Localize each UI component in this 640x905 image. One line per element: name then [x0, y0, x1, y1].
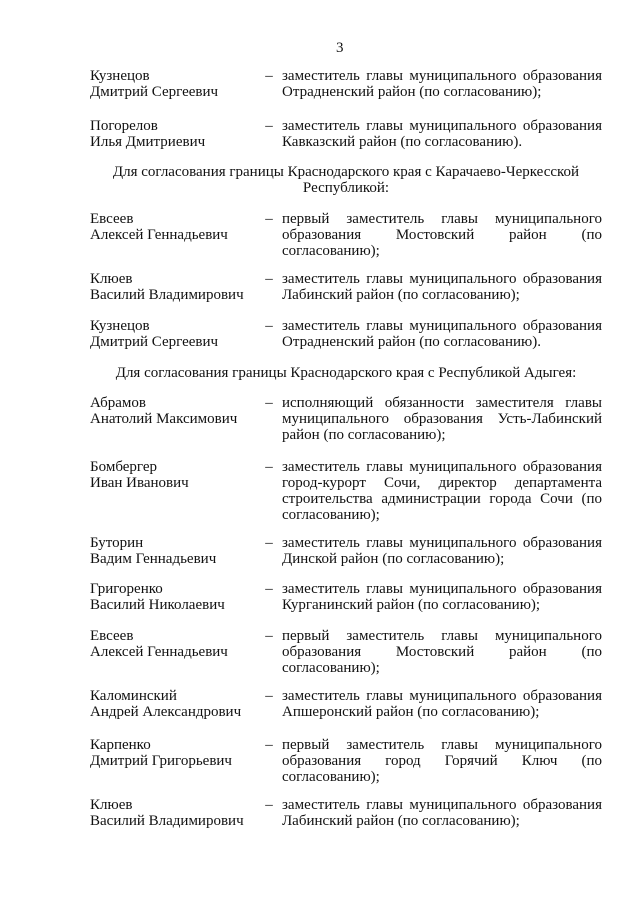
- dash-separator: –: [265, 535, 273, 551]
- member-given-names: Дмитрий Сергеевич: [90, 334, 219, 350]
- member-surname: Клюев: [90, 271, 133, 287]
- member-name: [90, 271, 260, 303]
- member-role: первый заместитель главы муниципального образования город Горячий Ключ (по согласованию);: [282, 737, 602, 785]
- member-name: [90, 535, 260, 567]
- member-surname: Каломинский: [90, 688, 177, 704]
- member-surname: Евсеев: [90, 211, 134, 227]
- member-name: [90, 581, 260, 613]
- dash-separator: –: [265, 737, 273, 753]
- member-name: [90, 395, 260, 427]
- member-given-names: Анатолий Максимович: [90, 411, 238, 427]
- member-surname: Григоренко: [90, 581, 163, 597]
- member-surname: Клюев: [90, 797, 133, 813]
- member-role: заместитель главы муниципального образования Отрадненский район (по согласованию);: [282, 68, 602, 100]
- member-name: [90, 68, 260, 100]
- member-surname: Кузнецов: [90, 318, 150, 334]
- member-surname: Абрамов: [90, 395, 146, 411]
- dash-separator: –: [265, 797, 273, 813]
- page-number: 3: [336, 40, 344, 56]
- member-role: исполняющий обязанности заместителя главы муниципального образования Усть-Лабинский район (по согласованию);: [282, 395, 602, 443]
- member-name: [90, 118, 260, 150]
- member-name: [90, 628, 260, 660]
- member-surname: Погорелов: [90, 118, 158, 134]
- member-given-names: Иван Иванович: [90, 475, 189, 491]
- dash-separator: –: [265, 395, 273, 411]
- member-name: [90, 459, 260, 491]
- member-given-names: Дмитрий Григорьевич: [90, 753, 232, 769]
- dash-separator: –: [265, 628, 273, 644]
- member-given-names: Василий Николаевич: [90, 597, 225, 613]
- member-role: заместитель главы муниципального образования Отрадненский район (по согласованию).: [282, 318, 602, 350]
- member-given-names: Андрей Александрович: [90, 704, 242, 720]
- dash-separator: –: [265, 118, 273, 134]
- member-role: заместитель главы муниципального образования Кавказский район (по согласованию).: [282, 118, 602, 150]
- member-name: [90, 688, 260, 720]
- member-surname: Карпенко: [90, 737, 151, 753]
- member-surname: Буторин: [90, 535, 144, 551]
- member-given-names: Василий Владимирович: [90, 287, 244, 303]
- dash-separator: –: [265, 318, 273, 334]
- member-given-names: Алексей Геннадьевич: [90, 227, 228, 243]
- member-role: заместитель главы муниципального образования Курганинский район (по согласованию);: [282, 581, 602, 613]
- member-surname: Евсеев: [90, 628, 134, 644]
- member-surname: Бомбергер: [90, 459, 158, 475]
- dash-separator: –: [265, 211, 273, 227]
- member-name: [90, 318, 260, 350]
- member-name: [90, 211, 260, 243]
- dash-separator: –: [265, 68, 273, 84]
- member-role: заместитель главы муниципального образования Апшеронский район (по согласованию);: [282, 688, 602, 720]
- member-given-names: Дмитрий Сергеевич: [90, 84, 219, 100]
- member-given-names: Василий Владимирович: [90, 813, 244, 829]
- dash-separator: –: [265, 688, 273, 704]
- member-name: [90, 737, 260, 769]
- section-heading: Для согласования границы Краснодарского края с Карачаево-Черкесской Республикой:: [112, 164, 580, 196]
- dash-separator: –: [265, 459, 273, 475]
- member-role: первый заместитель главы муниципального образования Мостовский район (по согласованию);: [282, 628, 602, 676]
- section-heading: Для согласования границы Краснодарского края с Республикой Адыгея:: [115, 365, 577, 381]
- member-role: первый заместитель главы муниципального образования Мостовский район (по согласованию);: [282, 211, 602, 259]
- member-given-names: Алексей Геннадьевич: [90, 644, 228, 660]
- member-role: заместитель главы муниципального образования Динской район (по согласованию);: [282, 535, 602, 567]
- member-given-names: Илья Дмитриевич: [90, 134, 206, 150]
- member-surname: Кузнецов: [90, 68, 150, 84]
- member-given-names: Вадим Геннадьевич: [90, 551, 217, 567]
- member-role: заместитель главы муниципального образования город-курорт Сочи, директор департамента строительства администрации города Сочи (по согласованию);: [282, 459, 602, 523]
- member-role: заместитель главы муниципального образования Лабинский район (по согласованию);: [282, 797, 602, 829]
- member-role: заместитель главы муниципального образования Лабинский район (по согласованию);: [282, 271, 602, 303]
- dash-separator: –: [265, 271, 273, 287]
- dash-separator: –: [265, 581, 273, 597]
- member-name: [90, 797, 260, 829]
